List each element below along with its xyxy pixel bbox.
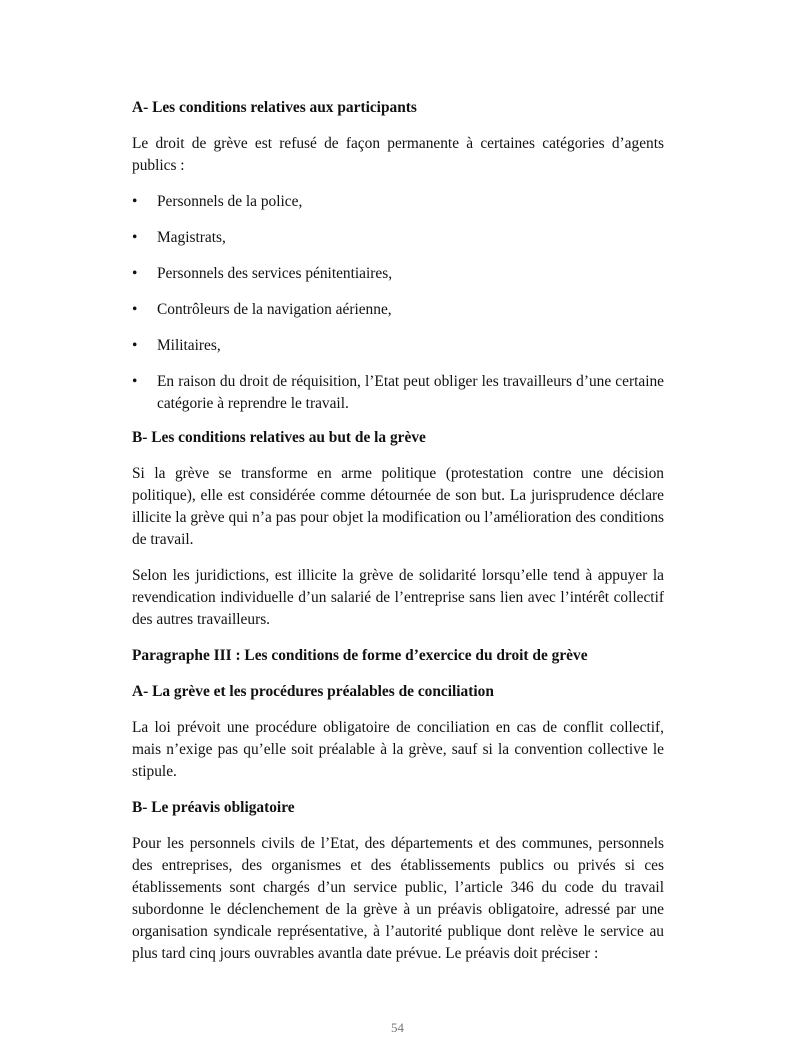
list-item (132, 263, 664, 285)
section-heading-conciliation: A- La grève et les procédures préalables de conciliation (132, 683, 494, 700)
list-item-text: Militaires, (157, 337, 221, 354)
list-item (132, 299, 664, 321)
list-item (132, 191, 664, 213)
bullet-icon: • (132, 193, 138, 210)
paragraph-but-greve-2: Selon les juridictions, est illicite la grève de solidarité lorsqu’elle tend à appuyer la revendication individuelle d’un salarié de l’entreprise sans lien avec l’intérêt collectif des autres travailleurs. (132, 567, 664, 628)
intro-paragraph: Le droit de grève est refusé de façon permanente à certaines catégories d’agents publics : (132, 135, 664, 174)
document-body (132, 97, 664, 979)
paragraph-conciliation: La loi prévoit une procédure obligatoire de conciliation en cas de conflit collectif, mais n’exige pas qu’elle soit préalable à la grève, sauf si la convention collective le stipule. (132, 719, 664, 780)
bullet-icon: • (132, 265, 138, 282)
bullet-icon: • (132, 337, 138, 354)
page-number: 54 (391, 1020, 404, 1035)
list-item (132, 227, 664, 249)
bullet-icon: • (132, 301, 138, 318)
paragraph-but-greve-1: Si la grève se transforme en arme politique (protestation contre une décision politique), elle est considérée comme détournée de son but. La jurisprudence déclare illicite la grève qui n’a pas pour objet la modification ou l’amélioration des conditions de travail. (132, 465, 664, 548)
list-item-text: Personnels de la police, (157, 193, 303, 210)
paragraph-preavis: Pour les personnels civils de l’Etat, des départements et des communes, personnels des entreprises, des organismes et des établissements publics ou privés si ces établissements sont chargés d’un service public, l’article 346 du code du travail subordonne le déclenchement de la grève à un préavis obligatoire, adressé par une organisation syndicale représentative, à l’autorité publique dont relève le service au plus tard cinq jours ouvrables avantla date prévue. Le préavis doit préciser : (132, 835, 664, 962)
list-item (132, 371, 664, 415)
list-item-text: Personnels des services pénitentiaires, (157, 265, 393, 282)
bullet-icon: • (132, 229, 138, 246)
paragraphe-iii-heading: Paragraphe III : Les conditions de forme d’exercice du droit de grève (132, 647, 588, 664)
section-heading-conditions-participants: A- Les conditions relatives aux participants (132, 99, 417, 116)
bullet-icon: • (132, 373, 138, 390)
list-item (132, 335, 664, 357)
excluded-categories-list (132, 191, 664, 415)
section-heading-but-greve: B- Les conditions relatives au but de la grève (132, 429, 426, 446)
list-item-text: Magistrats, (157, 229, 226, 246)
list-item-text: En raison du droit de réquisition, l’Etat peut obliger les travailleurs d’une certaine catégorie à reprendre le travail. (157, 373, 664, 412)
list-item-text: Contrôleurs de la navigation aérienne, (157, 301, 392, 318)
section-heading-preavis: B- Le préavis obligatoire (132, 799, 295, 816)
